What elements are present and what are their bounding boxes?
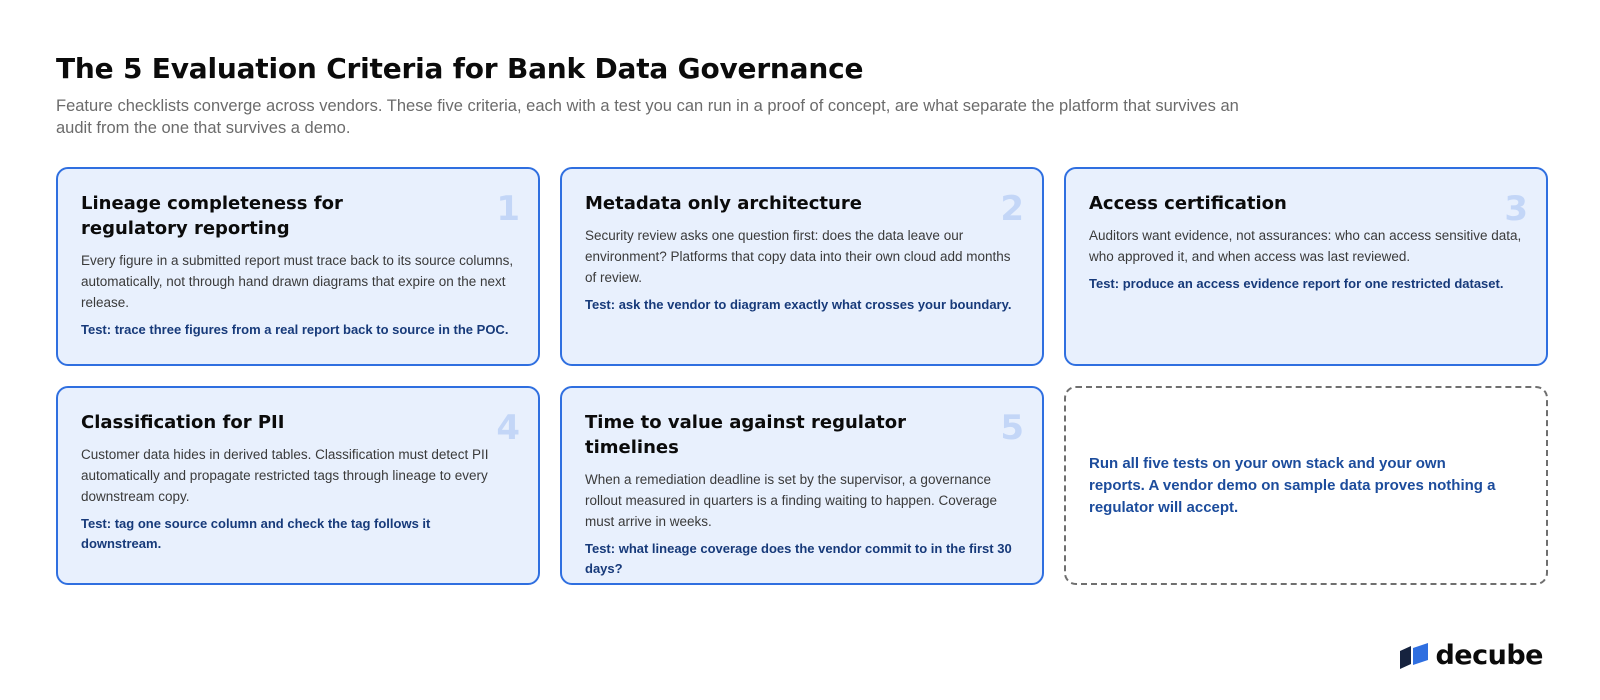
criterion-description: Security review asks one question first: does the data leave our environment? Platforms that copy data into their own cloud add months of review. <box>585 228 1011 285</box>
criterion-title: Lineage completeness for regulatory reporting <box>81 193 343 239</box>
criterion-number: 5 <box>1000 408 1024 448</box>
criterion-number: 3 <box>1504 189 1528 229</box>
criterion-card-lineage <box>56 167 540 366</box>
criterion-title: Time to value against regulator timelines <box>585 412 906 458</box>
criterion-number: 2 <box>1000 189 1024 229</box>
criterion-test: Test: produce an access evidence report for one restricted dataset. <box>1089 276 1504 291</box>
criterion-number: 4 <box>496 408 520 448</box>
decube-logo-icon <box>1399 643 1429 669</box>
criterion-description: When a remediation deadline is set by the supervisor, a governance rollout measured in quarters is a finding waiting to happen. Coverage must arrive in weeks. <box>585 472 997 529</box>
criterion-test: Test: what lineage coverage does the vendor commit to in the first 30 days? <box>585 541 1012 576</box>
page-title: The 5 Evaluation Criteria for Bank Data Governance <box>56 52 864 85</box>
criterion-title: Classification for PII <box>81 412 285 433</box>
criterion-card-access <box>1064 167 1548 366</box>
brand-logo <box>1399 640 1543 671</box>
criterion-test: Test: trace three figures from a real report back to source in the POC. <box>81 322 509 337</box>
summary-note-card <box>1064 386 1548 585</box>
criterion-card-classification <box>56 386 540 585</box>
criterion-number: 1 <box>496 189 520 229</box>
criteria-grid <box>56 167 1550 585</box>
criterion-title: Access certification <box>1089 193 1287 214</box>
criterion-description: Every figure in a submitted report must trace back to its source columns, automatically, not through hand drawn diagrams that expire on the next release. <box>81 253 514 310</box>
criterion-card-metadata <box>560 167 1044 366</box>
criterion-description: Customer data hides in derived tables. Classification must detect PII automatically and propagate restricted tags through lineage to every downstream copy. <box>81 447 489 504</box>
page-subtitle: Feature checklists converge across vendors. These five criteria, each with a test you can run in a proof of concept, are what separate the platform that survives an audit from the one that survives a demo. <box>56 97 1239 137</box>
criterion-description: Auditors want evidence, not assurances: who can access sensitive data, who approved it, and when access was last reviewed. <box>1089 228 1522 264</box>
criterion-card-time-to-value <box>560 386 1044 585</box>
criterion-title: Metadata only architecture <box>585 193 862 214</box>
criterion-test: Test: ask the vendor to diagram exactly what crosses your boundary. <box>585 297 1012 312</box>
summary-note-text: Run all five tests on your own stack and your own reports. A vendor demo on sample data proves nothing a regulator will accept. <box>1089 454 1496 516</box>
brand-name: decube <box>1435 640 1543 671</box>
criterion-test: Test: tag one source column and check the tag follows it downstream. <box>81 516 431 551</box>
